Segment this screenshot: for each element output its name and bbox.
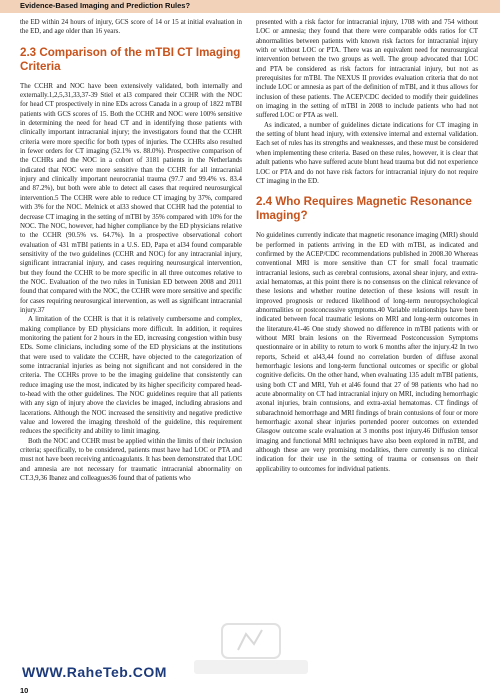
running-header-title: Evidence-Based Imaging and Prediction Rules?	[20, 1, 191, 10]
section-heading-2-4: 2.4 Who Requires Magnetic Resonance Imaging?	[256, 195, 472, 223]
right-column	[256, 18, 478, 673]
left-column	[20, 18, 242, 673]
page-number: 10	[20, 686, 29, 695]
body-paragraph: The CCHR and NOC have been extensively validated, both internally and externally.1,2,5,31,33,37-39 Stiel et al3 compared their CCHR with the NOC for head CT prospectively in nine EDs across Canada in a group of 1822 mTBI patients with GCS scores of 15. Both the CCHR and NOC were 100% sensitive in determining the need for head CT and in identifying those patients with clinically important intracranial injury; the investigators found that the CCHR criteria were more specific for both types of injuries. The CCHRs also resulted in fewer orders for CT imaging (52.1% vs. 88.0%). Prospective comparison of the CCHRs and the NOC in a cohort of 3181 patients in the Netherlands indicated that NOC were more sensitive than the CCHR for all intracranial injury and clinically important neurocranial trauma (97.7 and 99.4% vs. 83.4 and 87.2%), but both were able to detect all cases that required neurosurgical intervention.5 The CCHR were able to reduce CT imaging by 37%, compared with 3% for the NOC. Melnick et al33 showed that CCHR had the potential to decrease CT imaging in the setting of mTBI by 35% compared with 10% for the NOC. The NOC, however, had higher compliance by the ED physicians relative to the CCHR (90.5% vs. 64.7%). In a prospective observational cohort evaluation of 431 mTBI patients in a U.S. ED, Papa et al34 found comparable sensitivity of the two guidelines (CCHR and NOC) for any intracranial injury, significant intracranial injury, and cases requiring neurosurgical intervention, but they found the CCHR to be more specific in all three outcomes relative to the NOC. Evaluation of the two rules in Tunisian ED between 2008 and 2011 found that compared with the NOC, the CCHR were more sensitive and specific for cases requiring neurosurgical intervention, as well as significant intracranial injury.37	[20, 82, 242, 314]
body-paragraph: As indicated, a number of guidelines dictate indications for CT imaging in the setting of blunt head injury, with extensive internal and external validation. Each set of rules has its strengths and weaknesses, and these must be considered when implementing these criteria. Based on these rules, however, it is clear that adult patients who have suffered acute blunt head trauma but did not experience LOC or PTA and do not have risk factors for intracranial injury do not require CT imaging in the ED.	[256, 121, 478, 185]
body-paragraph: the ED within 24 hours of injury, GCS score of 14 or 15 at initial evaluation in the ED, and age older than 16 years.	[20, 19, 242, 36]
section-heading-2-3: 2.3 Comparison of the mTBI CT Imaging Criteria	[20, 45, 241, 73]
running-header-bar	[0, 0, 500, 13]
body-paragraph: A limitation of the CCHR is that it is relatively cumbersome and complex, making compliance by ED physicians more difficult. In addition, it requires monitoring the patient for 2 hours in the ED, increasing congestion within busy EDs. Some clinicians, including some of the ED physicians at the institutions that were used to validate the CCHR, have objected to the categorization of some intracranial injuries as being not significant and not considered in the criteria. The CCHRs prove to be the imaging guideline that consistently can reduce imaging use the most, indicated by its higher specificity compared head-to-head with the other guidelines. The NOC guidelines require that all patients with any sign of injury above the clavicles be imaged, including abrasions and lacerations. Although the NOC increased the sensitivity and negative predictive value and lowered the imaging threshold of the guideline, this requirement reduces the specificity and ability to limit imaging.	[20, 316, 242, 436]
body-paragraph: No guidelines currently indicate that magnetic resonance imaging (MRI) should be performed in patients arriving in the ED with mTBI, as indicated and confirmed by the ACEP/CDC recommendations published in 2008.30 Whereas conventional MRI is more sensitive than CT for small focal traumatic intracranial lesions, such as cerebral contusions, axonal shear injury, and extra-axial hematomas, at this point there is no consensus on the clinical relevance of these lesions and whether routine detection of these lesions will result in improved prognosis or reduced likelihood of long-term neuropsychological abnormalities or postconcussive symptoms.40 Variable relationships have been indicated between focal traumatic lesions on MRI and long-term outcomes in the literature.41-46 One study showed no difference in mTBI patients with or without MRI brain lesions on the Rivermead Postconcussion Symptoms questionnaire or in ability to return to work 6 months after the injury.42 In two reports, Scheid et al43,44 found no correlation burden of diffuse axonal hemorrhagic lesions and long-term functional outcomes or specific or global cognitive deficits. On the other hand, when evaluating 135 adult mTBI patients, using both CT and MRI, Yuh et al46 found that 27 of 98 patients who had no acute abnormality on CT had intracranial injury on MRI, including hemorrhagic axonal injuries, brain contusions, and extra-axial hematomas. CT findings of subarachnoid hemorrhage and MRI findings of brain contusions of four or more hemorrhagic axonal shear injuries portended poorer outcomes on extended Glasgow outcome scale evaluation at 3 months post injury.46 Diffusion tensor imaging and functional MRI techniques have also been explored in mTBI, and although these are very promising modalities, there currently is no clinical indication for their use in the setting of trauma or consensus on their applicability to outcomes for individual patients.	[256, 232, 478, 473]
body-paragraph: presented with a risk factor for intracranial injury, 1708 with and 754 without LOC or amnesia; they found that there were comparable odds ratios for CT abnormalities between patients with known risk factors for intracranial injury with or without LOC or PTA. There was an equivalent need for neurosurgical intervention between the two groups as well. The group advocated that LOC and PTA be considered as risk factors for intracranial injury, but not as prerequisites for mTBI. The NEXUS II provides evaluation criteria that do not include LOC or amnesia as part of the definition of mTBI, and it thus allows for inclusion of these patients. The ACEP/CDC decided to modify their guidelines on imaging in the setting of mTBI in 2008 to include patients who had not suffered LOC or PTA as well.	[256, 19, 478, 120]
watermark-stamp-icon	[186, 620, 316, 680]
body-paragraph: Both the NOC and CCHR must be applied within the limits of their inclusion criteria; specifically, to be considered, patients must have had LOC or PTA and must not have been receiving anticoagulants. It has been demonstrated that LOC and amnesia are not necessary for traumatic intracranial abnormality on CT.3,9,36 Ibanez and colleagues36 found that of patients who	[20, 437, 242, 483]
site-watermark: WWW.RaheTeb.COM	[22, 664, 167, 680]
